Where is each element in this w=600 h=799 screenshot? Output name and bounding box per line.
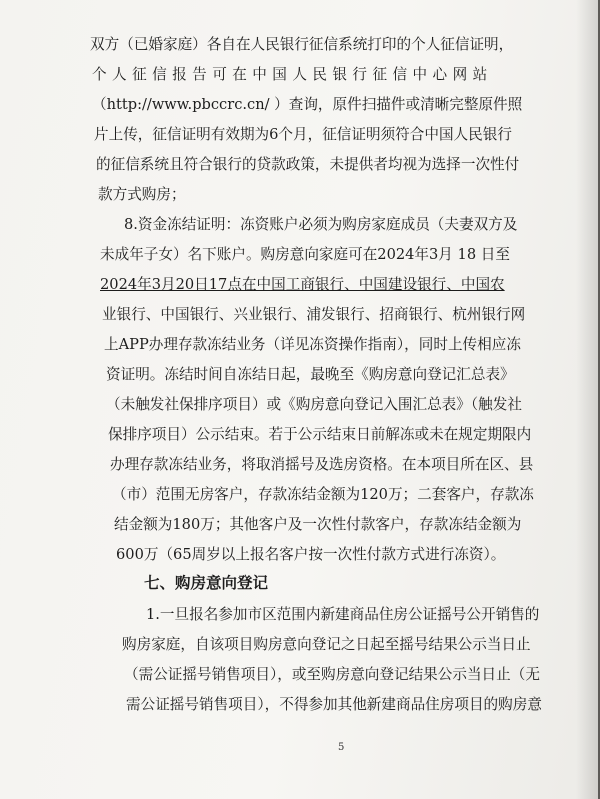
item-8-line-2: 未成年子女）名下账户。购房意向家庭可在2024年3月 18 日至 bbox=[100, 246, 510, 263]
section-7-line-3: （需公证摇号销售项目），或至购房意向登记结果公示当日止（无 bbox=[124, 666, 540, 683]
section-7-line-1: 1.一旦报名参加市区范围内新建商品住房公证摇号公开销售的 bbox=[146, 606, 540, 623]
item-8-line-12: 600万（65周岁以上报名客户按一次性付款方式进行冻资）。 bbox=[116, 546, 506, 563]
section-7-heading: 七、购房意向登记 bbox=[144, 573, 269, 592]
body-line-1: 双方（已婚家庭）各自在人民银行征信系统打印的个人征信证明， bbox=[90, 36, 514, 53]
item-8-line-7: （未触发社保排序项目）或《购房意向登记入围汇总表》（触发社 bbox=[106, 396, 522, 413]
item-8-line-8: 保排序项目）公示结束。若于公示结束日前解冻或未在规定期限内 bbox=[108, 426, 532, 443]
item-8-line-11: 结金额为180万；其他客户及一次性付款客户，存款冻结金额为 bbox=[114, 516, 522, 533]
section-7-line-4: 需公证摇号销售项目），不得参加其他新建商品住房项目的购房意 bbox=[126, 696, 542, 713]
item-8-line-3: 2024年3月20日17点在中国工商银行、中国建设银行、中国农 bbox=[100, 276, 505, 293]
page-number: 5 bbox=[338, 742, 345, 753]
body-line-2: 个 人 征 信 报 告 可 在 中 国 人 民 银 行 征 信 中 心 网 站 bbox=[92, 66, 488, 83]
item-8-line-9: 办理存款冻结业务，将取消摇号及选房资格。在本项目所在区、县 bbox=[110, 456, 534, 473]
section-7-line-2: 购房家庭，自该项目购房意向登记之日起至摇号结果公示当日止 bbox=[122, 636, 531, 653]
item-8-line-6: 资证明。冻结时间自冻结日起，最晚至《购房意向登记汇总表》 bbox=[106, 366, 515, 383]
item-8-line-10: （市）范围无房客户，存款冻结金额为120万；二套客户，存款冻 bbox=[112, 486, 534, 503]
body-line-4: 片上传，征信证明有效期为6个月，征信证明须符合中国人民银行 bbox=[94, 126, 512, 143]
body-line-6: 款方式购房； bbox=[98, 186, 186, 203]
body-line-5: 的征信系统且符合银行的贷款政策，未提供者均视为选择一次性付 bbox=[96, 156, 520, 173]
item-8-line-5: 上APP办理存款冻结业务（详见冻资操作指南），同时上传相应冻 bbox=[104, 336, 521, 353]
item-8-line-1: 8.资金冻结证明：冻资账户必须为购房家庭成员（夫妻双方及 bbox=[124, 216, 518, 233]
body-line-3: （http://www.pbccrc.cn/ ）查询，原件扫描件或清晰完整原件照 bbox=[92, 96, 523, 113]
item-8-line-4: 业银行、中国银行、兴业银行、浦发银行、招商银行、杭州银行网 bbox=[102, 306, 526, 323]
